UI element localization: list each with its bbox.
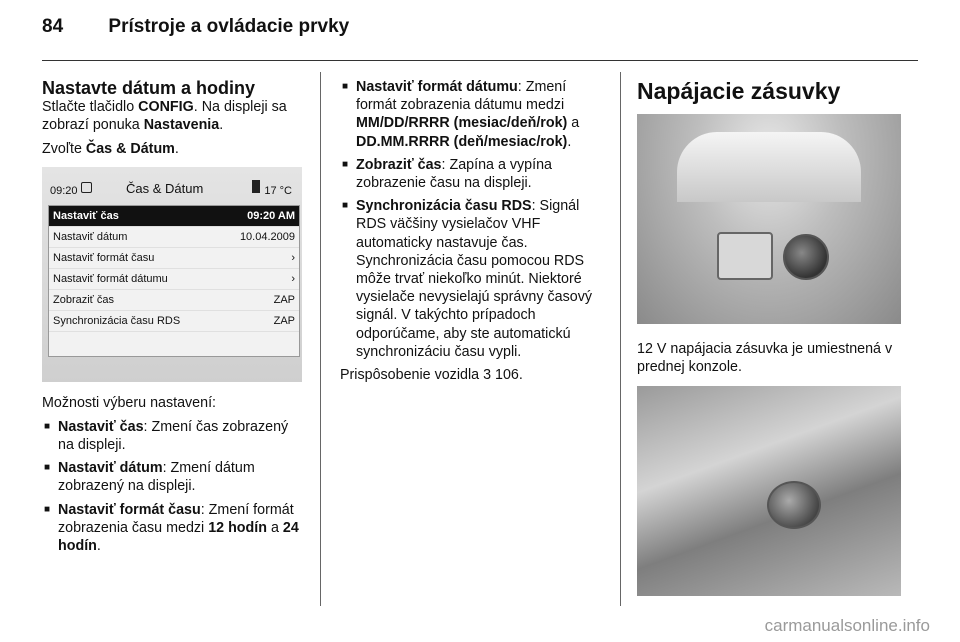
socket-photo: [637, 386, 901, 596]
section-heading: Napájacie zásuvky: [637, 78, 841, 104]
page-number: 84: [42, 16, 64, 37]
cup-holder-image: [677, 132, 861, 202]
paragraph: Zvoľte Čas & Dátum.: [42, 141, 179, 158]
reference-arrow-icon: 3: [483, 367, 492, 384]
list-item: ■ Synchronizácia času RDS: Signál RDS väčšiny vysielačov VHF automaticky nastavuje čas. Synchronizácia času pomocou RDS môže trvať niekoľko minút. Niektoré vysielače nevysielajú správny časový signál. V takýchto prípadoch odporúčame, aby ste automatickú synchronizáciu času vypli.: [340, 197, 608, 361]
header-rule: [42, 60, 918, 61]
power-socket-image: [767, 481, 821, 529]
column-divider: [320, 72, 321, 606]
clock-sync-icon: [81, 182, 92, 193]
display-temperature: 17 °C: [264, 184, 292, 197]
display-time: 09:20: [50, 184, 78, 197]
column-1: [42, 78, 308, 560]
display-menu-row: Nastaviť formát dátumu ›: [49, 269, 299, 290]
column-divider: [620, 72, 621, 606]
list-item: ■ Nastaviť formát času: Zmení formát zobrazenia času medzi 12 hodín a 24 hodín.: [42, 501, 308, 556]
list-item: ■ Nastaviť čas: Zmení čas zobrazený na displeji.: [42, 418, 308, 454]
display-menu-row: Synchronizácia času RDS ZAP: [49, 311, 299, 332]
column-3: [637, 78, 901, 596]
list-item: ■ Nastaviť dátum: Zmení dátum zobrazený na displeji.: [42, 459, 308, 495]
display-menu-row: Nastaviť dátum 10.04.2009: [49, 227, 299, 248]
page-title: Prístroje a ovládacie prvky: [108, 16, 350, 37]
socket-cover-image: [717, 232, 773, 280]
display-menu: [48, 205, 300, 357]
list-item: ■ Nastaviť formát dátumu: Zmení formát zobrazenia dátumu medzi MM/DD/RRRR (mesiac/deň/rok) a DD.MM.RRRR (deň/mesiac/rok).: [340, 78, 608, 151]
display-screenshot: [42, 167, 302, 382]
column-2: [340, 78, 608, 390]
cross-reference[interactable]: Prispôsobenie vozidla 3 106.: [340, 367, 523, 384]
section-heading: Nastavte dátum a hodiny: [42, 78, 256, 98]
display-title: Čas & Dátum: [126, 180, 204, 196]
power-socket-image: [783, 234, 829, 280]
watermark: carmanualsonline.info: [764, 616, 930, 635]
display-menu-row: Nastaviť formát času ›: [49, 248, 299, 269]
display-status-bar: [48, 179, 296, 197]
thermometer-icon: [252, 180, 260, 193]
display-menu-row: Nastaviť čas 09:20 AM: [49, 206, 299, 227]
options-intro: Možnosti výberu nastavení:: [42, 394, 217, 411]
console-photo: [637, 114, 901, 324]
list-item: ■ Zobraziť čas: Zapína a vypína zobrazenie času na displeji.: [340, 156, 608, 192]
display-menu-row: Zobraziť čas ZAP: [49, 290, 299, 311]
paragraph: Stlačte tlačidlo CONFIG. Na displeji sa zobrazí ponuka Nastavenia.: [42, 99, 287, 134]
page-header: [42, 16, 349, 38]
caption: 12 V napájacia zásuvka je umiestnená v prednej konzole.: [637, 341, 893, 376]
options-list-continued: [340, 78, 608, 361]
options-list: [42, 418, 308, 555]
